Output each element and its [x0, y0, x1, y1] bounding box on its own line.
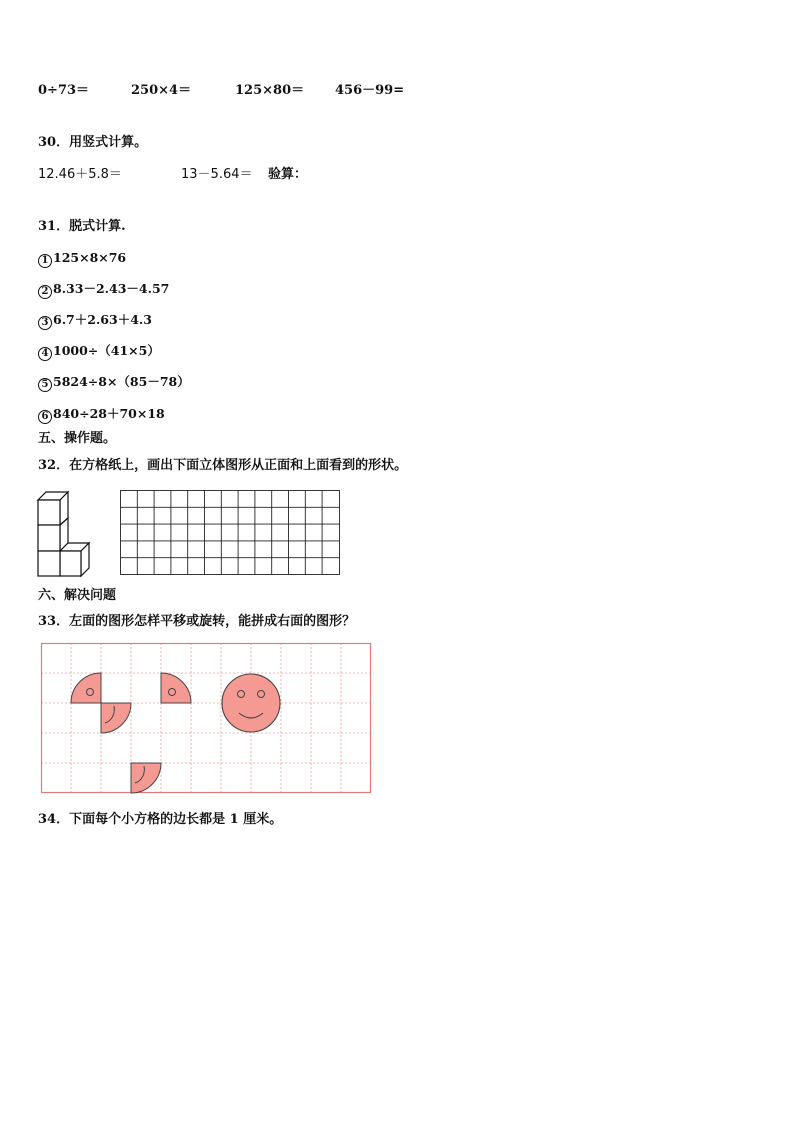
calc-0-div-73: 0÷73＝ [38, 83, 90, 98]
piece-top-left-quarter [71, 673, 101, 703]
puzzle-grid-frame [42, 644, 371, 793]
q33-title: 33．左面的图形怎样平移或旋转，能拼成右面的图形？ [38, 614, 356, 629]
square-grid-paper [120, 490, 341, 576]
cube-front-face [38, 500, 60, 525]
q31-item-expr: 1000÷（41×5） [53, 343, 160, 358]
circled-number: 3 [38, 316, 52, 330]
piece-bottom-right-quarter-b [131, 763, 161, 793]
q31-title: 31．脱式计算. [38, 219, 126, 234]
cube-stack-figure [38, 490, 92, 578]
q30-problem-2: 13－5.64＝ [181, 167, 253, 182]
smiley-puzzle-grid [41, 643, 372, 793]
circled-number: 5 [38, 378, 52, 392]
circled-number: 2 [38, 285, 52, 299]
q30-problem-1: 12.46＋5.8＝ [38, 167, 122, 182]
cube-front-face [38, 525, 60, 551]
calc-125-times-80: 125×80＝ [235, 83, 305, 98]
circled-number: 1 [38, 254, 52, 268]
q34-title: 34．下面每个小方格的边长都是 1 厘米。 [38, 812, 283, 827]
calc-250-times-4: 250×4＝ [131, 83, 192, 98]
q31-item-1 [38, 250, 126, 268]
q31-item-3 [38, 312, 152, 330]
q30-title: 30．用竖式计算。 [38, 135, 148, 150]
q31-item-expr: 840÷28＋70×18 [53, 406, 165, 421]
q31-item-5 [38, 374, 190, 392]
q31-item-expr: 8.33－2.43－4.57 [53, 281, 170, 296]
cube-front-face [38, 551, 60, 576]
piece-bottom-right-quarter-a [101, 703, 131, 733]
smiley-face-target [222, 674, 280, 732]
q32-title: 32．在方格纸上，画出下面立体图形从正面和上面看到的形状。 [38, 458, 408, 473]
q31-item-expr: 5824÷8×（85－78） [53, 374, 190, 389]
section-6-heading: 六、解决问题 [38, 588, 117, 603]
q31-item-expr: 6.7＋2.63＋4.3 [53, 312, 152, 327]
q31-item-2 [38, 281, 169, 299]
cube-front-face [60, 551, 81, 576]
section-5-heading: 五、操作题。 [38, 431, 117, 446]
piece-top-right-quarter [161, 673, 191, 703]
circled-number: 4 [38, 347, 52, 361]
circled-number: 6 [38, 410, 52, 424]
q30-verify-label: 验算： [268, 167, 308, 182]
q31-item-4 [38, 343, 160, 361]
q31-item-expr: 125×8×76 [53, 250, 127, 265]
calc-456-minus-99: 456－99= [335, 83, 405, 98]
q31-item-6 [38, 406, 165, 424]
